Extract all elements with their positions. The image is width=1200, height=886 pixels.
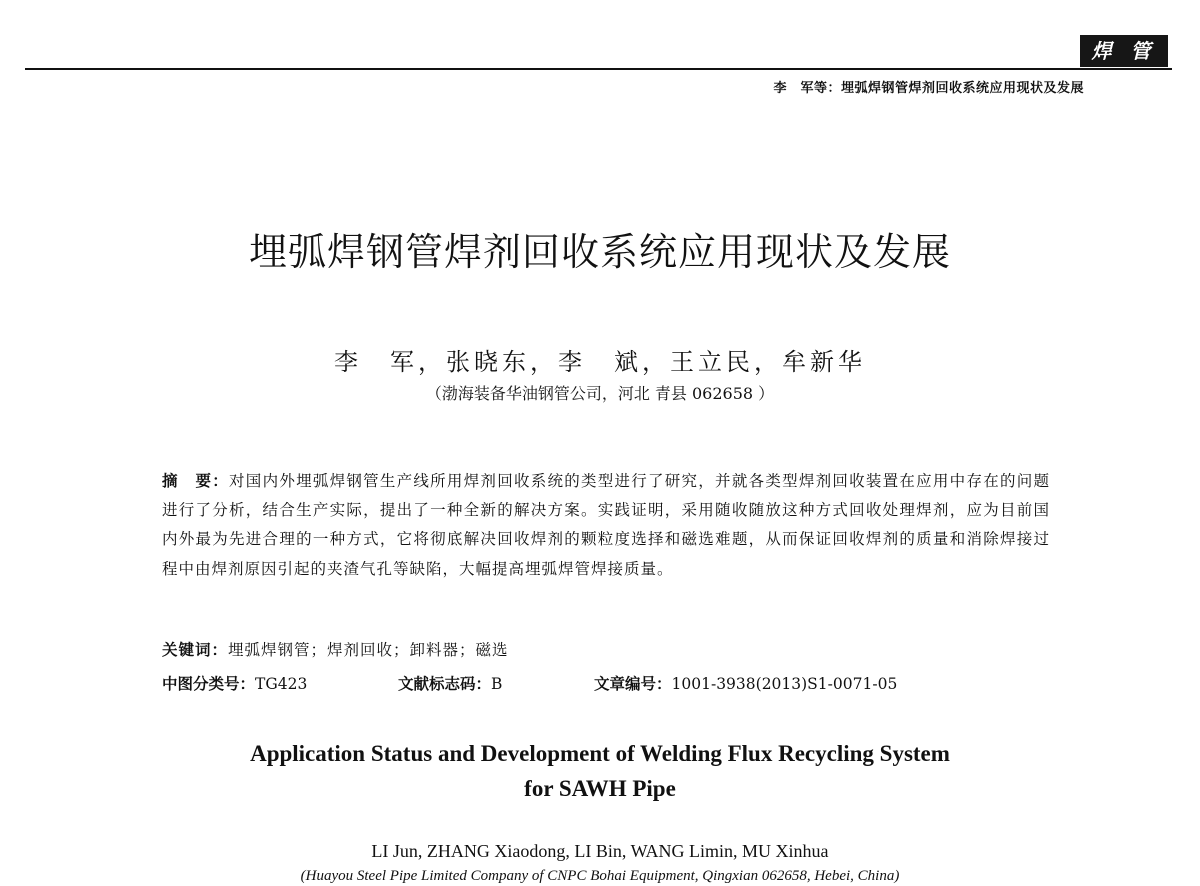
section-badge: 焊 管 [1080,35,1168,67]
english-authors: LI Jun, ZHANG Xiaodong, LI Bin, WANG Limin, MU Xinhua [371,841,829,861]
abstract-label: 摘 要： [162,472,230,490]
chinese-affiliation: （渤海装备华油钢管公司，河北 青县 062658 ） [425,384,775,403]
keywords-label: 关键词： [162,641,229,659]
abstract [162,467,1050,584]
keywords [162,637,1050,663]
chinese-authors: 李 军，张晓东，李 斌，王立民，牟新华 [334,348,866,376]
header-rule [25,68,1172,70]
classification-line [162,670,1050,698]
clc-number: 中图分类号：TG423 [162,675,308,693]
chinese-title: 埋弧焊钢管焊剂回收系统应用现状及发展 [248,230,951,274]
abstract-text: 对国内外埋弧焊钢管生产线所用焊剂回收系统的类型进行了研究，并就各类型焊剂回收装置在应用中存在的问题进行了分析，结合生产实际，提出了一种全新的解决方案。实践证明，采用随收随放这种方式回收处理焊剂，应为目前国内外最为先进合理的一种方式，它将彻底解决回收焊剂的颗粒度选择和磁选难题，从而保证回收焊剂的质量和消除焊接过程中由焊剂原因引起的夹渣气孔等缺陷，大幅提高埋弧焊管焊接质量。 [162,472,1050,578]
english-title-line1: Application Status and Development of Welding Flux Recycling System [250,741,950,766]
english-title-line2: for SAWH Pipe [524,776,676,801]
running-head: 李 军等：埋弧焊钢管焊剂回收系统应用现状及发展 [773,81,1084,96]
article-number: 文章编号：1001-3938(2013)S1-0071-05 [594,675,898,693]
english-title [0,736,1200,806]
keywords-text: 埋弧焊钢管；焊剂回收；卸料器；磁选 [228,641,509,659]
document-code: 文献标志码：B [398,675,503,693]
english-affiliation: (Huayou Steel Pipe Limited Company of CNPC Bohai Equipment, Qingxian 062658, Hebei, China) [300,868,900,884]
